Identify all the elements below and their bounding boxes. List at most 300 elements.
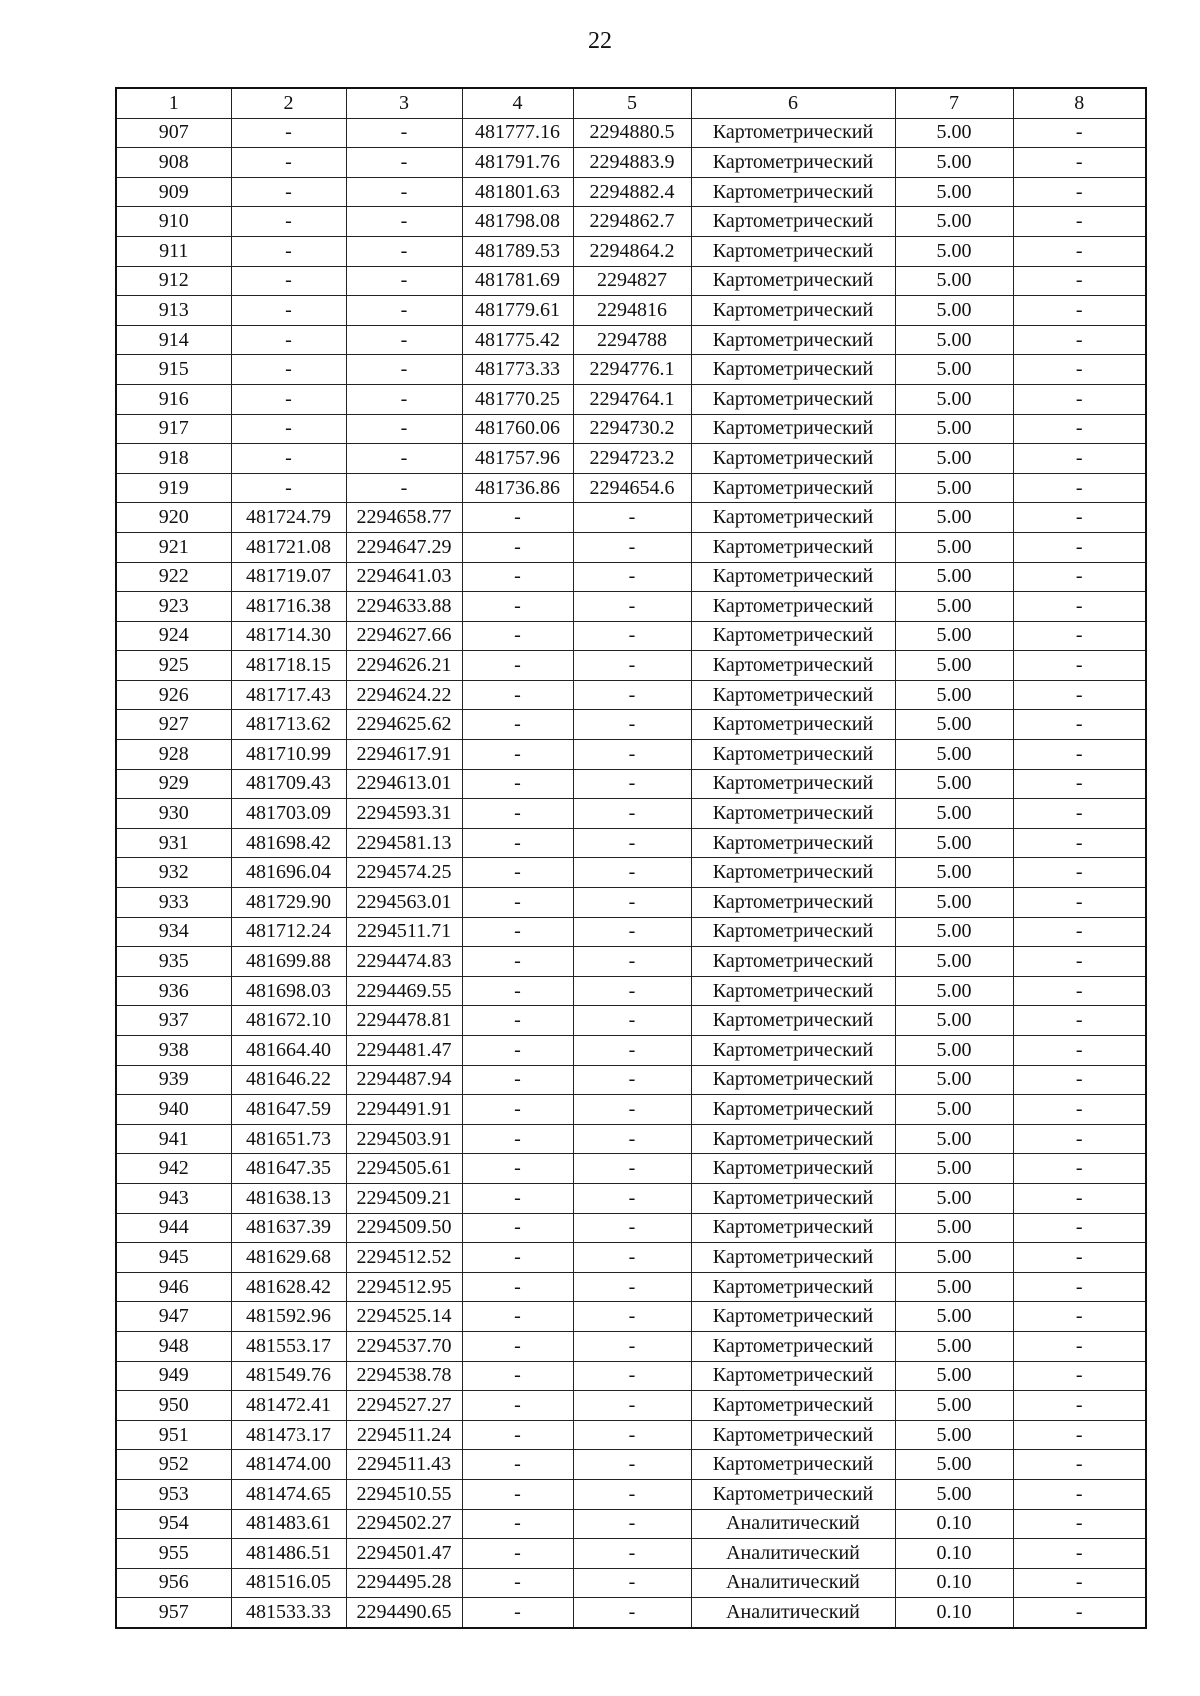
cell-x-coordinate: 481721.08: [231, 532, 346, 562]
cell-note: -: [1013, 680, 1146, 710]
cell-accuracy: 5.00: [895, 1361, 1013, 1391]
table-row: [116, 1065, 1146, 1095]
cell-x-coordinate: 481699.88: [231, 947, 346, 977]
cell-x-coordinate: 481713.62: [231, 710, 346, 740]
cell-note: -: [1013, 414, 1146, 444]
cell-y-coordinate: 2294505.61: [346, 1154, 462, 1184]
cell-point-number: 923: [116, 592, 231, 622]
cell-method: Картометрический: [691, 710, 895, 740]
cell-x-coordinate-new: -: [462, 1065, 573, 1095]
cell-y-coordinate-new: 2294730.2: [573, 414, 691, 444]
cell-point-number: 950: [116, 1391, 231, 1421]
cell-accuracy: 5.00: [895, 621, 1013, 651]
cell-method: Картометрический: [691, 118, 895, 148]
cell-point-number: 936: [116, 976, 231, 1006]
table-row: [116, 1154, 1146, 1184]
cell-x-coordinate-new: -: [462, 1420, 573, 1450]
cell-y-coordinate: 2294625.62: [346, 710, 462, 740]
cell-accuracy: 5.00: [895, 740, 1013, 770]
cell-x-coordinate-new: -: [462, 1568, 573, 1598]
table-row: [116, 858, 1146, 888]
cell-y-coordinate: 2294593.31: [346, 799, 462, 829]
cell-y-coordinate-new: 2294827: [573, 266, 691, 296]
cell-note: -: [1013, 325, 1146, 355]
cell-note: -: [1013, 503, 1146, 533]
cell-y-coordinate-new: 2294880.5: [573, 118, 691, 148]
table-row: [116, 118, 1146, 148]
cell-accuracy: 5.00: [895, 710, 1013, 740]
cell-point-number: 931: [116, 828, 231, 858]
cell-x-coordinate: 481664.40: [231, 1036, 346, 1066]
cell-accuracy: 5.00: [895, 532, 1013, 562]
cell-method: Картометрический: [691, 1006, 895, 1036]
cell-note: -: [1013, 740, 1146, 770]
cell-accuracy: 5.00: [895, 947, 1013, 977]
cell-y-coordinate-new: -: [573, 1095, 691, 1125]
cell-y-coordinate-new: -: [573, 769, 691, 799]
cell-accuracy: 5.00: [895, 325, 1013, 355]
cell-x-coordinate: 481646.22: [231, 1065, 346, 1095]
cell-x-coordinate: 481698.03: [231, 976, 346, 1006]
cell-accuracy: 5.00: [895, 384, 1013, 414]
cell-x-coordinate-new: 481770.25: [462, 384, 573, 414]
cell-x-coordinate: -: [231, 444, 346, 474]
cell-y-coordinate: 2294510.55: [346, 1479, 462, 1509]
cell-note: -: [1013, 1154, 1146, 1184]
header-row: [116, 88, 1146, 118]
coordinates-table: [115, 87, 1147, 1629]
cell-x-coordinate-new: -: [462, 917, 573, 947]
cell-accuracy: 5.00: [895, 236, 1013, 266]
table-row: [116, 592, 1146, 622]
cell-method: Картометрический: [691, 621, 895, 651]
cell-x-coordinate-new: -: [462, 1331, 573, 1361]
cell-y-coordinate: -: [346, 355, 462, 385]
table-row: [116, 1598, 1146, 1628]
cell-note: -: [1013, 621, 1146, 651]
cell-note: -: [1013, 1450, 1146, 1480]
cell-method: Картометрический: [691, 1183, 895, 1213]
table-row: [116, 177, 1146, 207]
table-row: [116, 562, 1146, 592]
cell-method: Картометрический: [691, 1420, 895, 1450]
cell-x-coordinate: 481714.30: [231, 621, 346, 651]
cell-y-coordinate: 2294490.65: [346, 1598, 462, 1628]
cell-accuracy: 0.10: [895, 1568, 1013, 1598]
cell-x-coordinate-new: -: [462, 947, 573, 977]
table-row: [116, 1302, 1146, 1332]
table-row: [116, 1420, 1146, 1450]
cell-y-coordinate: 2294537.70: [346, 1331, 462, 1361]
cell-y-coordinate-new: 2294654.6: [573, 473, 691, 503]
cell-accuracy: 5.00: [895, 1479, 1013, 1509]
cell-accuracy: 5.00: [895, 858, 1013, 888]
cell-note: -: [1013, 1036, 1146, 1066]
cell-x-coordinate-new: 481779.61: [462, 296, 573, 326]
cell-y-coordinate: 2294624.22: [346, 680, 462, 710]
cell-method: Картометрический: [691, 1450, 895, 1480]
table-row: [116, 1272, 1146, 1302]
cell-point-number: 940: [116, 1095, 231, 1125]
cell-x-coordinate-new: -: [462, 592, 573, 622]
cell-y-coordinate: 2294478.81: [346, 1006, 462, 1036]
table-row: [116, 1036, 1146, 1066]
cell-accuracy: 5.00: [895, 888, 1013, 918]
cell-method: Картометрический: [691, 651, 895, 681]
cell-note: -: [1013, 1095, 1146, 1125]
cell-note: -: [1013, 917, 1146, 947]
cell-accuracy: 5.00: [895, 1065, 1013, 1095]
cell-method: Картометрический: [691, 444, 895, 474]
table-row: [116, 740, 1146, 770]
cell-note: -: [1013, 592, 1146, 622]
cell-x-coordinate: 481638.13: [231, 1183, 346, 1213]
cell-point-number: 937: [116, 1006, 231, 1036]
cell-y-coordinate: 2294641.03: [346, 562, 462, 592]
cell-point-number: 945: [116, 1243, 231, 1273]
table-row: [116, 621, 1146, 651]
cell-method: Картометрический: [691, 384, 895, 414]
cell-note: -: [1013, 1598, 1146, 1628]
cell-x-coordinate: 481719.07: [231, 562, 346, 592]
cell-point-number: 955: [116, 1539, 231, 1569]
cell-method: Картометрический: [691, 1124, 895, 1154]
cell-y-coordinate-new: 2294882.4: [573, 177, 691, 207]
cell-y-coordinate-new: 2294723.2: [573, 444, 691, 474]
cell-point-number: 907: [116, 118, 231, 148]
cell-y-coordinate-new: -: [573, 1272, 691, 1302]
cell-method: Картометрический: [691, 236, 895, 266]
cell-note: -: [1013, 1479, 1146, 1509]
cell-method: Картометрический: [691, 266, 895, 296]
cell-x-coordinate-new: -: [462, 1095, 573, 1125]
table-row: [116, 828, 1146, 858]
cell-x-coordinate-new: 481789.53: [462, 236, 573, 266]
cell-y-coordinate-new: 2294776.1: [573, 355, 691, 385]
table-row: [116, 266, 1146, 296]
cell-point-number: 954: [116, 1509, 231, 1539]
cell-y-coordinate: -: [346, 148, 462, 178]
table-row: [116, 888, 1146, 918]
cell-x-coordinate: 481533.33: [231, 1598, 346, 1628]
cell-y-coordinate-new: -: [573, 740, 691, 770]
cell-accuracy: 5.00: [895, 1095, 1013, 1125]
cell-x-coordinate: 481709.43: [231, 769, 346, 799]
cell-y-coordinate: 2294626.21: [346, 651, 462, 681]
cell-y-coordinate-new: 2294862.7: [573, 207, 691, 237]
cell-x-coordinate: 481703.09: [231, 799, 346, 829]
cell-point-number: 908: [116, 148, 231, 178]
cell-method: Картометрический: [691, 325, 895, 355]
cell-method: Аналитический: [691, 1568, 895, 1598]
cell-y-coordinate-new: -: [573, 1509, 691, 1539]
cell-y-coordinate-new: -: [573, 799, 691, 829]
cell-note: -: [1013, 888, 1146, 918]
cell-y-coordinate-new: -: [573, 917, 691, 947]
cell-method: Картометрический: [691, 1391, 895, 1421]
cell-accuracy: 5.00: [895, 296, 1013, 326]
cell-method: Картометрический: [691, 1361, 895, 1391]
cell-x-coordinate-new: -: [462, 1479, 573, 1509]
cell-note: -: [1013, 769, 1146, 799]
cell-point-number: 925: [116, 651, 231, 681]
cell-y-coordinate: 2294509.21: [346, 1183, 462, 1213]
table-row: [116, 1539, 1146, 1569]
cell-method: Картометрический: [691, 917, 895, 947]
cell-note: -: [1013, 266, 1146, 296]
cell-accuracy: 5.00: [895, 1420, 1013, 1450]
cell-note: -: [1013, 710, 1146, 740]
cell-y-coordinate: 2294627.66: [346, 621, 462, 651]
cell-note: -: [1013, 976, 1146, 1006]
cell-y-coordinate-new: -: [573, 858, 691, 888]
cell-x-coordinate-new: -: [462, 1213, 573, 1243]
column-header: 6: [691, 88, 895, 118]
cell-x-coordinate: -: [231, 473, 346, 503]
cell-y-coordinate: -: [346, 266, 462, 296]
cell-point-number: 912: [116, 266, 231, 296]
cell-x-coordinate-new: 481791.76: [462, 148, 573, 178]
table-row: [116, 917, 1146, 947]
table-row: [116, 947, 1146, 977]
cell-x-coordinate-new: -: [462, 1036, 573, 1066]
cell-note: -: [1013, 1183, 1146, 1213]
table-row: [116, 325, 1146, 355]
table-row: [116, 1391, 1146, 1421]
cell-y-coordinate: -: [346, 414, 462, 444]
cell-y-coordinate-new: -: [573, 680, 691, 710]
cell-x-coordinate: 481486.51: [231, 1539, 346, 1569]
cell-note: -: [1013, 651, 1146, 681]
cell-x-coordinate: 481474.65: [231, 1479, 346, 1509]
cell-x-coordinate-new: 481757.96: [462, 444, 573, 474]
table-row: [116, 236, 1146, 266]
cell-x-coordinate-new: -: [462, 503, 573, 533]
cell-note: -: [1013, 1568, 1146, 1598]
cell-point-number: 935: [116, 947, 231, 977]
cell-method: Картометрический: [691, 148, 895, 178]
cell-accuracy: 5.00: [895, 828, 1013, 858]
cell-x-coordinate-new: -: [462, 740, 573, 770]
cell-y-coordinate-new: -: [573, 1598, 691, 1628]
cell-method: Картометрический: [691, 355, 895, 385]
cell-x-coordinate: -: [231, 118, 346, 148]
cell-x-coordinate: -: [231, 384, 346, 414]
cell-note: -: [1013, 1065, 1146, 1095]
cell-method: Картометрический: [691, 1213, 895, 1243]
cell-x-coordinate: -: [231, 296, 346, 326]
cell-y-coordinate-new: -: [573, 828, 691, 858]
cell-method: Картометрический: [691, 769, 895, 799]
cell-method: Картометрический: [691, 473, 895, 503]
cell-x-coordinate: 481712.24: [231, 917, 346, 947]
cell-x-coordinate: 481474.00: [231, 1450, 346, 1480]
cell-x-coordinate: 481637.39: [231, 1213, 346, 1243]
cell-method: Аналитический: [691, 1509, 895, 1539]
cell-y-coordinate-new: -: [573, 1420, 691, 1450]
cell-x-coordinate: -: [231, 177, 346, 207]
cell-y-coordinate: 2294633.88: [346, 592, 462, 622]
cell-x-coordinate-new: 481760.06: [462, 414, 573, 444]
cell-x-coordinate: -: [231, 414, 346, 444]
cell-note: -: [1013, 1391, 1146, 1421]
cell-point-number: 944: [116, 1213, 231, 1243]
cell-y-coordinate-new: -: [573, 1361, 691, 1391]
cell-x-coordinate-new: -: [462, 680, 573, 710]
cell-point-number: 922: [116, 562, 231, 592]
cell-y-coordinate-new: -: [573, 1213, 691, 1243]
cell-y-coordinate: 2294491.91: [346, 1095, 462, 1125]
cell-point-number: 941: [116, 1124, 231, 1154]
cell-method: Картометрический: [691, 562, 895, 592]
cell-y-coordinate: -: [346, 384, 462, 414]
table-row: [116, 1095, 1146, 1125]
cell-method: Картометрический: [691, 888, 895, 918]
cell-y-coordinate: 2294487.94: [346, 1065, 462, 1095]
cell-accuracy: 5.00: [895, 177, 1013, 207]
cell-accuracy: 5.00: [895, 414, 1013, 444]
cell-x-coordinate-new: -: [462, 532, 573, 562]
cell-y-coordinate-new: 2294764.1: [573, 384, 691, 414]
cell-y-coordinate: 2294481.47: [346, 1036, 462, 1066]
cell-point-number: 917: [116, 414, 231, 444]
cell-accuracy: 5.00: [895, 1391, 1013, 1421]
cell-x-coordinate-new: -: [462, 769, 573, 799]
cell-accuracy: 5.00: [895, 1243, 1013, 1273]
cell-x-coordinate-new: -: [462, 1302, 573, 1332]
cell-note: -: [1013, 177, 1146, 207]
cell-point-number: 916: [116, 384, 231, 414]
cell-point-number: 913: [116, 296, 231, 326]
cell-x-coordinate: 481717.43: [231, 680, 346, 710]
cell-method: Картометрический: [691, 1479, 895, 1509]
cell-method: Картометрический: [691, 1065, 895, 1095]
cell-note: -: [1013, 148, 1146, 178]
cell-y-coordinate: 2294511.43: [346, 1450, 462, 1480]
table-row: [116, 1183, 1146, 1213]
cell-x-coordinate: 481647.35: [231, 1154, 346, 1184]
cell-note: -: [1013, 207, 1146, 237]
cell-x-coordinate-new: -: [462, 1391, 573, 1421]
cell-y-coordinate: -: [346, 207, 462, 237]
cell-point-number: 926: [116, 680, 231, 710]
cell-accuracy: 5.00: [895, 1213, 1013, 1243]
cell-y-coordinate: -: [346, 118, 462, 148]
cell-accuracy: 5.00: [895, 680, 1013, 710]
cell-point-number: 953: [116, 1479, 231, 1509]
column-header: 2: [231, 88, 346, 118]
column-header: 7: [895, 88, 1013, 118]
cell-point-number: 920: [116, 503, 231, 533]
cell-method: Картометрический: [691, 976, 895, 1006]
cell-point-number: 946: [116, 1272, 231, 1302]
cell-method: Картометрический: [691, 207, 895, 237]
cell-x-coordinate-new: -: [462, 1598, 573, 1628]
cell-y-coordinate: -: [346, 325, 462, 355]
cell-note: -: [1013, 1302, 1146, 1332]
column-header: 5: [573, 88, 691, 118]
cell-accuracy: 5.00: [895, 1272, 1013, 1302]
cell-note: -: [1013, 828, 1146, 858]
cell-y-coordinate-new: 2294864.2: [573, 236, 691, 266]
cell-x-coordinate: -: [231, 355, 346, 385]
column-header: 4: [462, 88, 573, 118]
cell-note: -: [1013, 384, 1146, 414]
cell-y-coordinate-new: -: [573, 1331, 691, 1361]
cell-note: -: [1013, 1331, 1146, 1361]
cell-point-number: 911: [116, 236, 231, 266]
table-row: [116, 355, 1146, 385]
table-row: [116, 503, 1146, 533]
cell-x-coordinate-new: -: [462, 1361, 573, 1391]
cell-x-coordinate: 481716.38: [231, 592, 346, 622]
cell-y-coordinate-new: -: [573, 1154, 691, 1184]
cell-accuracy: 5.00: [895, 1154, 1013, 1184]
cell-y-coordinate-new: -: [573, 562, 691, 592]
cell-x-coordinate: 481698.42: [231, 828, 346, 858]
cell-y-coordinate-new: -: [573, 976, 691, 1006]
cell-accuracy: 5.00: [895, 1036, 1013, 1066]
cell-point-number: 949: [116, 1361, 231, 1391]
cell-note: -: [1013, 444, 1146, 474]
cell-note: -: [1013, 799, 1146, 829]
column-header: 1: [116, 88, 231, 118]
cell-x-coordinate: 481553.17: [231, 1331, 346, 1361]
cell-note: -: [1013, 532, 1146, 562]
table-row: [116, 680, 1146, 710]
cell-point-number: 915: [116, 355, 231, 385]
cell-point-number: 939: [116, 1065, 231, 1095]
cell-note: -: [1013, 1361, 1146, 1391]
cell-method: Картометрический: [691, 296, 895, 326]
cell-x-coordinate: 481473.17: [231, 1420, 346, 1450]
cell-x-coordinate: -: [231, 236, 346, 266]
cell-accuracy: 5.00: [895, 473, 1013, 503]
cell-accuracy: 5.00: [895, 148, 1013, 178]
cell-y-coordinate: 2294502.27: [346, 1509, 462, 1539]
cell-method: Картометрический: [691, 592, 895, 622]
column-header: 3: [346, 88, 462, 118]
cell-y-coordinate: -: [346, 296, 462, 326]
cell-y-coordinate-new: -: [573, 1036, 691, 1066]
cell-y-coordinate: 2294512.52: [346, 1243, 462, 1273]
cell-note: -: [1013, 858, 1146, 888]
cell-method: Картометрический: [691, 799, 895, 829]
cell-y-coordinate: 2294525.14: [346, 1302, 462, 1332]
cell-y-coordinate: 2294527.27: [346, 1391, 462, 1421]
cell-note: -: [1013, 473, 1146, 503]
cell-y-coordinate-new: -: [573, 503, 691, 533]
cell-point-number: 910: [116, 207, 231, 237]
table-row: [116, 207, 1146, 237]
cell-accuracy: 5.00: [895, 503, 1013, 533]
cell-y-coordinate-new: -: [573, 532, 691, 562]
table-body: [116, 118, 1146, 1628]
cell-x-coordinate: 481710.99: [231, 740, 346, 770]
cell-method: Картометрический: [691, 1331, 895, 1361]
cell-accuracy: 5.00: [895, 1006, 1013, 1036]
cell-note: -: [1013, 236, 1146, 266]
cell-point-number: 957: [116, 1598, 231, 1628]
cell-y-coordinate: 2294511.71: [346, 917, 462, 947]
cell-accuracy: 5.00: [895, 917, 1013, 947]
cell-accuracy: 0.10: [895, 1598, 1013, 1628]
cell-y-coordinate-new: -: [573, 1479, 691, 1509]
cell-y-coordinate-new: -: [573, 1065, 691, 1095]
cell-x-coordinate-new: -: [462, 1539, 573, 1569]
cell-y-coordinate: -: [346, 473, 462, 503]
cell-point-number: 948: [116, 1331, 231, 1361]
